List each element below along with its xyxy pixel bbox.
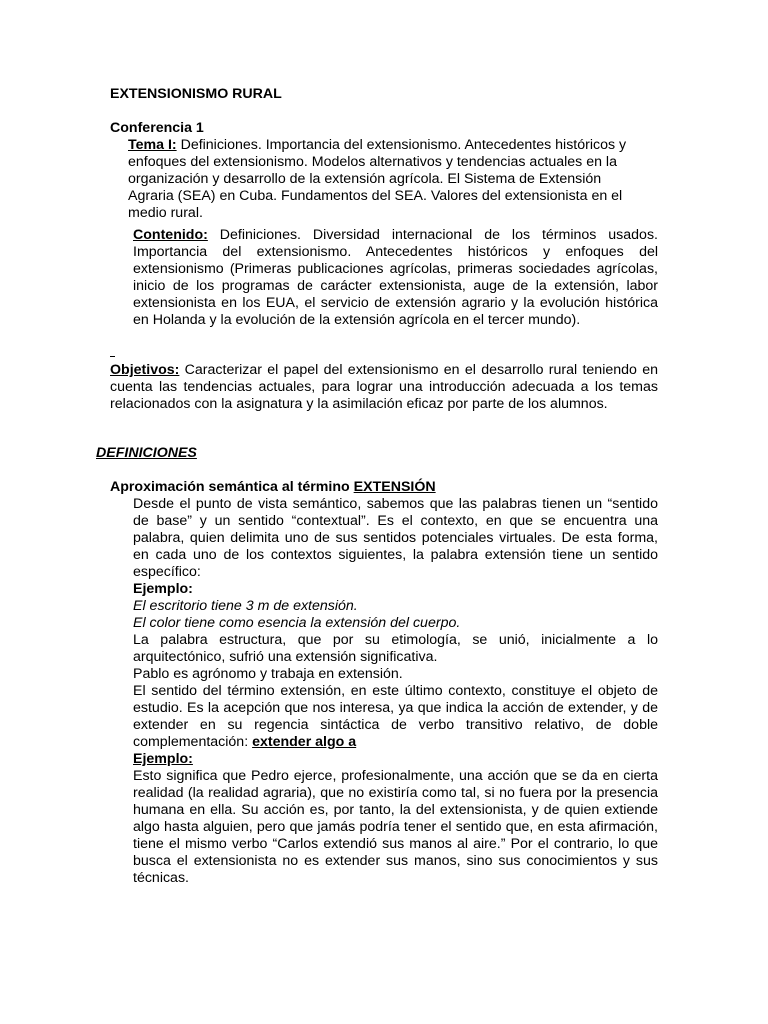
example-1: El escritorio tiene 3 m de extensión. [133,598,358,614]
ejemplo-label-1: Ejemplo: [133,581,193,597]
aproximacion-heading [110,479,436,496]
example-2: El color tiene como esencia la extensión del cuerpo. [133,615,461,631]
body-paragraph-4-text: El sentido del término extensión, en este último contexto, constituye el objeto de estudio. Es la acepción que nos interesa, ya que indica la acción de extender, y de extender en su regencia sintáctica de verbo transitivo relativo, de doble complementación: [133,683,658,750]
conferencia-heading: Conferencia 1 [110,120,204,136]
document-title: EXTENSIONISMO RURAL [110,86,282,102]
objetivos-text: Caracterizar el papel del extensionismo en el desarrollo rural teniendo en cuenta las tendencias actuales, para lograr una introducción adecuada a los temas relacionados con la asignatura y la asimilación eficaz por parte de los alumnos. [110,362,658,412]
body-section [133,496,658,887]
tema-text: Definiciones. Importancia del extensionismo. Antecedentes históricos y enfoques del extensionismo. Modelos alternativos y tendencias actuales en la organización y desarrollo de la extensión agrícola. El Sistema de Extensión Agraria (SEA) en Cuba. Fundamentos del SEA. Valores del extensionista en el medio rural. [128,137,627,221]
objetivos-paragraph [110,362,658,413]
ejemplo-label-2: Ejemplo: [133,751,193,767]
body-paragraph-5: Esto significa que Pedro ejerce, profesionalmente, una acción que se da en cierta realidad (la realidad agraria), que no existiría como tal, si no fuera por la presencia humana en ella. Su acción es, por tanto, la del extensionista, y de quien extiende algo hasta alguien, pero que jamás podría tener el sentido que, en esta afirmación, tiene el mismo verbo “Carlos extendió sus manos al aire.” Por el contrario, lo que busca el extensionista no es extender sus manos, sino sus conocimientos y sus técnicas. [133,768,658,886]
contenido-label: Contenido: [133,227,208,243]
tema-label: Tema I: [128,137,177,153]
underline-mark [110,346,115,357]
aproximacion-term: EXTENSIÓN [353,479,436,495]
extender-algo-phrase: extender algo a [252,734,357,750]
body-paragraph-4 [133,683,658,751]
tema-paragraph [128,137,628,222]
body-paragraph-1: Desde el punto de vista semántico, sabemos que las palabras tienen un “sentido de base” y un sentido “contextual”. Es el contexto, en que se encuentra una palabra, quien delimita uno de sus sentidos potenciales virtuales. De esta forma, en cada uno de los contextos siguientes, la palabra extensión tiene un sentido específico: [133,496,658,580]
body-paragraph-3: Pablo es agrónomo y trabaja en extensión. [133,666,403,682]
contenido-paragraph [133,227,658,329]
contenido-text: Definiciones. Diversidad internacional de los términos usados. Importancia del extensionismo. Antecedentes históricos y enfoques del extensionismo (Primeras publicaciones agrícolas, primeras sociedades agrícolas, inicio de los programas de carácter extensionista, auge de la extensión, labor extensionista en los EUA, el servicio de extensión agrario y la evolución histórica en Holanda y la evolución de la extensión agrícola en el tercer mundo). [133,227,658,328]
aproximacion-prefix: Aproximación semántica al término [110,479,354,495]
body-paragraph-2: La palabra estructura, que por su etimología, se unió, inicialmente a lo arquitectónico, sufrió una extensión significativa. [133,632,658,665]
objetivos-label: Objetivos: [110,362,180,378]
definiciones-heading: DEFINICIONES [96,445,197,461]
